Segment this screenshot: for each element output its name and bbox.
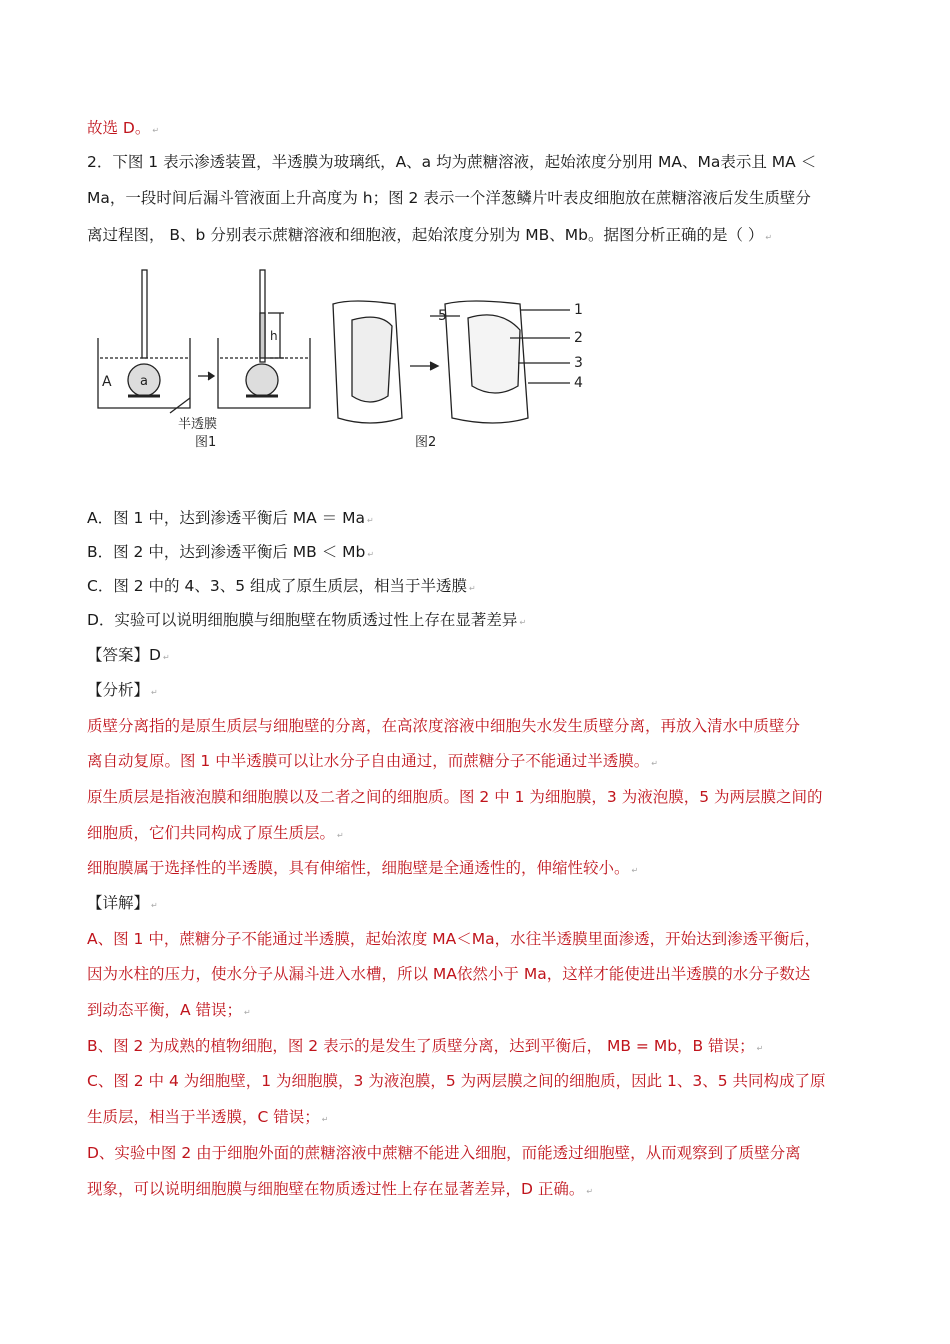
label-1: 1 — [574, 302, 583, 318]
label-h: h — [270, 329, 278, 343]
label-a: a — [140, 374, 148, 389]
text-line: B．图 2 中，达到渗透平衡后 MB ＜ Mb ↵ — [87, 543, 375, 561]
fig2-caption: 图2 — [415, 435, 437, 450]
label-2: 2 — [574, 330, 583, 346]
text-line: B、图 2 为成熟的植物细胞，图 2 表示的是发生了质壁分离，达到平衡后， MB = Mb，B 错误； ↵ — [87, 1037, 764, 1055]
label-4: 4 — [574, 375, 583, 391]
text-line: 故选 D。 ↵ — [87, 119, 160, 137]
text-line: 离过程图， B、b 分别表示蔗糖溶液和细胞液，起始浓度分别为 MB、Mb。据图分析正确的是（ ） ↵ — [87, 226, 773, 244]
text-line: D．实验可以说明细胞膜与细胞壁在物质透过性上存在显著差异 ↵ — [87, 611, 527, 629]
text-line: A．图 1 中，达到渗透平衡后 MA ＝ Ma ↵ — [87, 509, 374, 527]
text-line: 到动态平衡，A 错误； ↵ — [87, 1001, 251, 1019]
label-5: 5 — [438, 308, 447, 324]
cell-1-protoplast — [352, 317, 392, 402]
text-line: 生质层，相当于半透膜，C 错误； ↵ — [87, 1108, 329, 1126]
funnel-tube-1 — [142, 270, 147, 358]
fig1-caption: 图1 — [195, 435, 217, 450]
text-line: 质壁分离指的是原生质层与细胞壁的分离，在高浓度溶液中细胞失水发生质壁分离，再放入清水中质壁分 — [87, 717, 801, 735]
text-line: Ma，一段时间后漏斗管液面上升高度为 h；图 2 表示一个洋葱鳞片叶表皮细胞放在蔗糖溶液后发生质壁分 — [87, 189, 811, 207]
text-line: 【答案】D ↵ — [87, 646, 170, 664]
text-line: 细胞质，它们共同构成了原生质层。 ↵ — [87, 824, 344, 842]
cell-2-protoplast — [468, 315, 520, 393]
funnel-2 — [246, 364, 278, 396]
text-line: 原生质层是指液泡膜和细胞膜以及二者之间的细胞质。图 2 中 1 为细胞膜，3 为液泡膜，5 为两层膜之间的 — [87, 788, 823, 806]
text-line: 现象，可以说明细胞膜与细胞壁在物质透过性上存在显著差异，D 正确。 ↵ — [87, 1180, 594, 1198]
label-3: 3 — [574, 355, 583, 371]
text-line: 因为水柱的压力，使水分子从漏斗进入水槽，所以 MA依然小于 Ma，这样才能使进出半透膜的水分子数达 — [87, 965, 811, 983]
label-A: A — [102, 374, 112, 390]
text-line: C．图 2 中的 4、3、5 组成了原生质层，相当于半透膜 ↵ — [87, 577, 476, 595]
osmosis-figure — [90, 268, 610, 458]
text-line: 离自动复原。图 1 中半透膜可以让水分子自由通过，而蔗糖分子不能通过半透膜。 ↵ — [87, 752, 658, 770]
text-line: C、图 2 中 4 为细胞壁，1 为细胞膜，3 为液泡膜，5 为两层膜之间的细胞质，因此 1、3、5 共同构成了原 — [87, 1072, 826, 1090]
text-line: D、实验中图 2 由于细胞外面的蔗糖溶液中蔗糖不能进入细胞，而能透过细胞壁，从而观察到了质壁分离 — [87, 1144, 801, 1162]
membrane-label: 半透膜 — [178, 417, 218, 432]
text-line: 2．下图 1 表示渗透装置，半透膜为玻璃纸，A、a 均为蔗糖溶液，起始浓度分别用 MA、Ma表示且 MA ＜ — [87, 153, 817, 171]
text-line: 细胞膜属于选择性的半透膜，具有伸缩性，细胞壁是全通透性的，伸缩性较小。 ↵ — [87, 859, 639, 877]
text-line: A、图 1 中，蔗糖分子不能通过半透膜，起始浓度 MA＜Ma，水往半透膜里面渗透，开始达到渗透平衡后， — [87, 930, 821, 948]
text-line: 【分析】 ↵ — [87, 681, 158, 699]
text-line: 【详解】 ↵ — [87, 894, 158, 912]
